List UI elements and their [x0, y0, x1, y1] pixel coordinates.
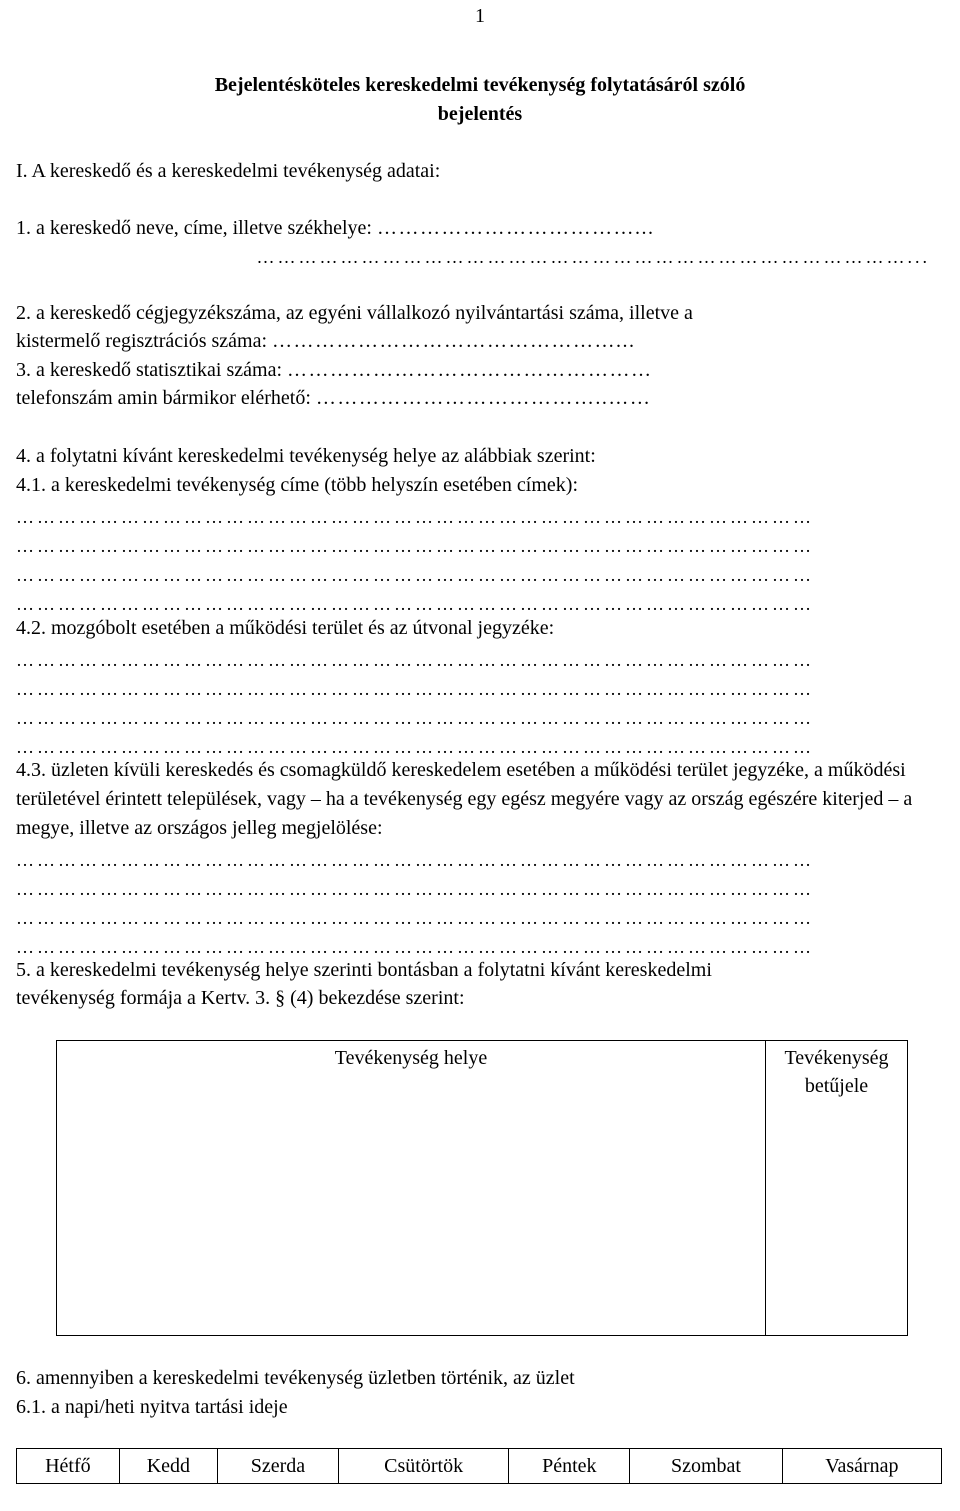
activity-code-cell[interactable] — [766, 1041, 908, 1336]
item-4-3-fill-line[interactable]: …………………………………………………………………………………………………… — [16, 850, 814, 870]
day-cell-tuesday[interactable]: Kedd — [119, 1449, 217, 1484]
item-5-line-2: tevékenység formája a Kertv. 3. § (4) bekezdése szerint: — [16, 987, 465, 1009]
item-4-2: 4.2. mozgóbolt esetében a működési terület és az útvonal jegyzéke: — [16, 617, 555, 639]
opening-hours-table — [16, 1448, 942, 1484]
day-cell-wednesday[interactable]: Szerda — [218, 1449, 339, 1484]
item-4-1: 4.1. a kereskedelmi tevékenység címe (több helyszín esetében címek): — [16, 474, 579, 496]
page-number: 1 — [475, 5, 485, 27]
item-2-fill[interactable]: …………………………………………... — [272, 330, 636, 352]
item-4-1-fill-line[interactable]: …………………………………………………………………………………………………… — [16, 507, 814, 527]
title-line-1: Bejelentésköteles kereskedelmi tevékenység folytatásáról szóló — [214, 74, 746, 96]
item-2 — [16, 327, 936, 356]
item-4-3-fill-line[interactable]: …………………………………………………………………………………………………… — [16, 937, 814, 957]
phone-row — [16, 384, 936, 413]
activity-place-header: Tevékenység helye — [334, 1047, 488, 1069]
phone-fill[interactable]: …………………………………..…… — [315, 387, 652, 409]
item-5-line-1: 5. a kereskedelmi tevékenység helye szerinti bontásban a folytatni kívánt kereskedelmi — [16, 959, 712, 981]
title-line-2: bejelentés — [437, 103, 523, 125]
opening-hours-row — [17, 1449, 942, 1484]
activity-code-header-1: Tevékenység — [784, 1047, 889, 1069]
day-cell-sunday[interactable]: Vasárnap — [782, 1449, 941, 1484]
item-1-fill-line[interactable]: …………………………………………………………………………………... — [256, 247, 930, 267]
item-2-label: kistermelő regisztrációs száma: — [16, 330, 268, 352]
day-cell-thursday[interactable]: Csütörtök — [338, 1449, 509, 1484]
item-4-3-fill-line[interactable]: …………………………………………………………………………………………………… — [16, 879, 814, 899]
section-heading: I. A kereskedő és a kereskedelmi tevékenység adatai: — [16, 160, 441, 182]
activity-place-cell[interactable] — [57, 1041, 766, 1336]
item-1-fill[interactable]: ………………………………... — [376, 217, 655, 239]
item-6: 6. amennyiben a kereskedelmi tevékenység üzletben történik, az üzlet — [16, 1367, 575, 1389]
item-4-1-fill-line[interactable]: …………………………………………………………………………………………………… — [16, 536, 814, 556]
activity-table-row — [57, 1041, 908, 1336]
item-4-2-fill-line[interactable]: …………………………………………………………………………………………………… — [16, 650, 814, 670]
item-4-2-fill-line[interactable]: …………………………………………………………………………………………………… — [16, 737, 814, 757]
item-3 — [16, 356, 936, 385]
item-4-2-fill-line[interactable]: …………………………………………………………………………………………………… — [16, 708, 814, 728]
item-4-1-fill-line[interactable]: …………………………………………………………………………………………………… — [16, 594, 814, 614]
document-title — [0, 71, 960, 129]
item-4-2-fill-line[interactable]: …………………………………………………………………………………………………… — [16, 679, 814, 699]
item-2-line-1: 2. a kereskedő cégjegyzékszáma, az egyéni vállalkozó nyilvántartási száma, illetve a — [16, 302, 693, 324]
item-4: 4. a folytatni kívánt kereskedelmi tevékenység helye az alábbiak szerint: — [16, 445, 596, 467]
day-cell-monday[interactable]: Hétfő — [17, 1449, 120, 1484]
item-4-3-fill-line[interactable]: …………………………………………………………………………………………………… — [16, 908, 814, 928]
item-3-label: 3. a kereskedő statisztikai száma: — [16, 359, 283, 381]
item-1 — [16, 214, 936, 243]
item-6-1: 6.1. a napi/heti nyitva tartási ideje — [16, 1396, 288, 1418]
activity-code-header-2: betűjele — [804, 1075, 869, 1097]
item-1-label: 1. a kereskedő neve, címe, illetve székhelye: — [16, 217, 372, 239]
phone-label: telefonszám amin bármikor elérhető: — [16, 387, 311, 409]
item-3-fill[interactable]: …………………………………………… — [287, 359, 653, 381]
day-cell-friday[interactable]: Péntek — [509, 1449, 630, 1484]
item-4-1-fill-line[interactable]: …………………………………………………………………………………………………… — [16, 565, 814, 585]
activity-table — [56, 1040, 908, 1336]
day-cell-saturday[interactable]: Szombat — [630, 1449, 782, 1484]
item-4-3: 4.3. üzleten kívüli kereskedés és csomagküldő kereskedelem esetében a működési terület jegyzéke, a működési területével érintett települések, vagy – ha a tevékenység egy egész megyére vagy az ország egészére kiterjed – a megye, illetve az országos jelleg megjelölése: — [16, 759, 913, 839]
